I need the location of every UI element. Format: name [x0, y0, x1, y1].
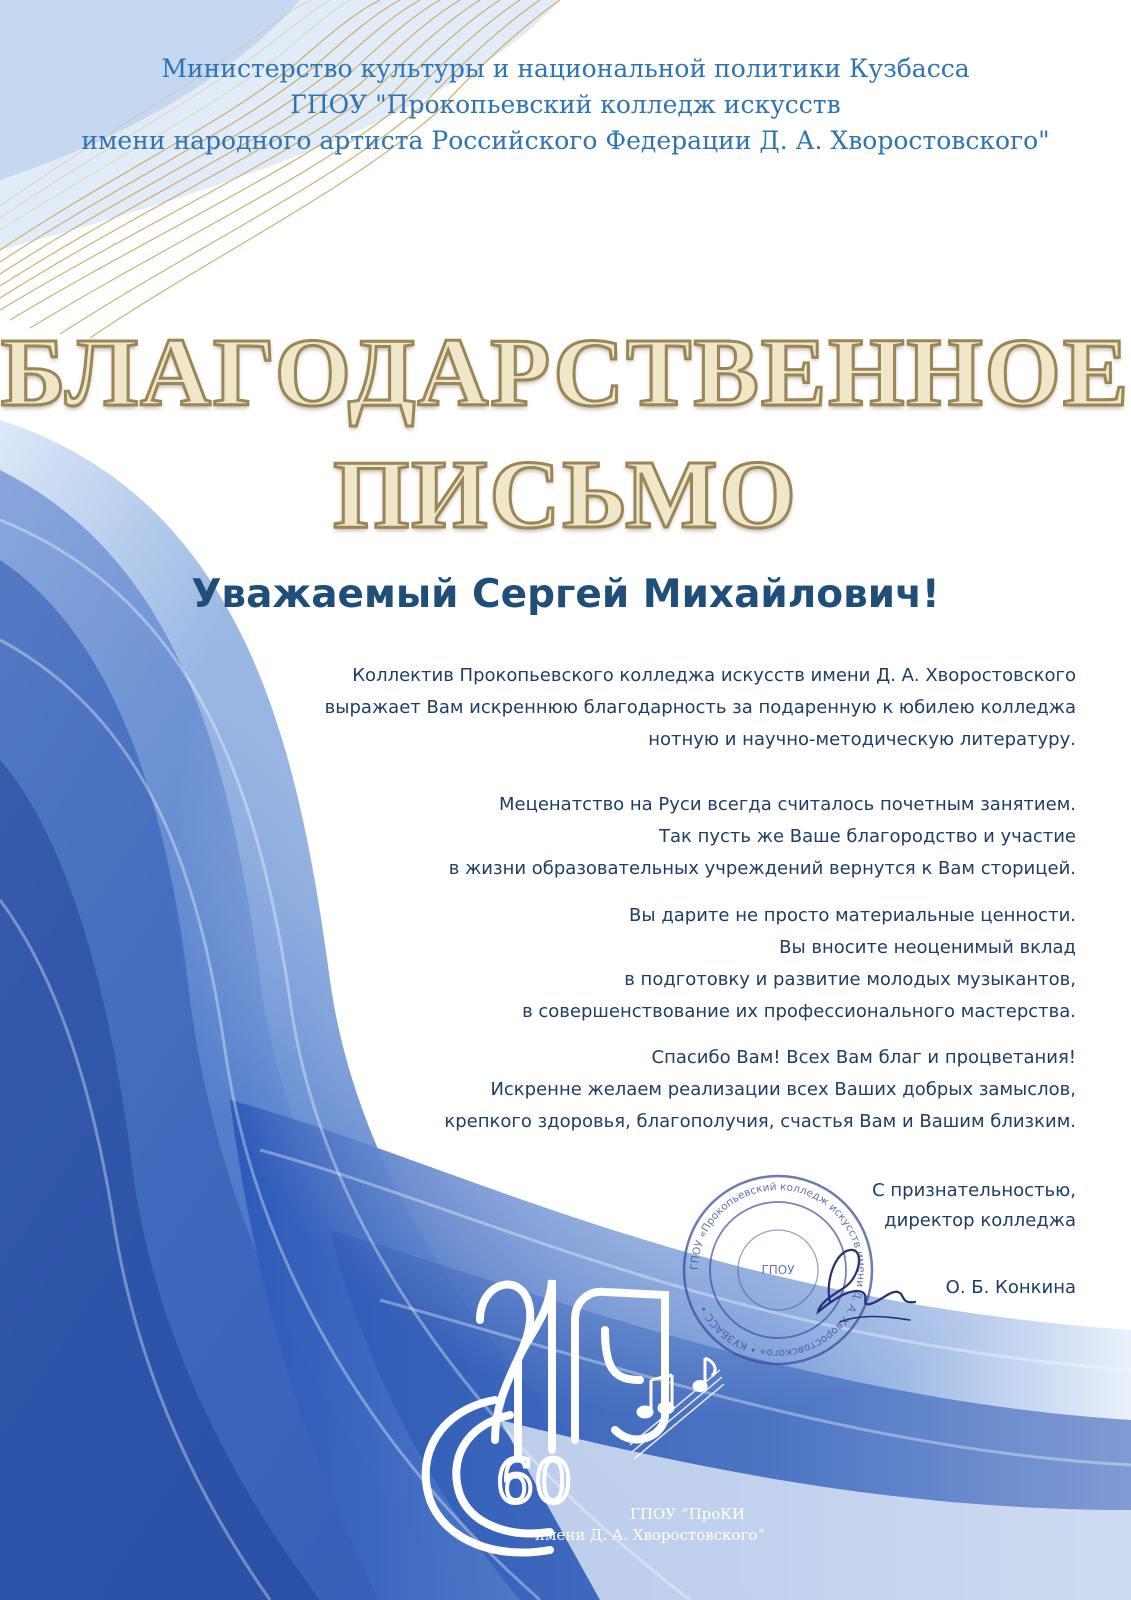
paragraph-line: в совершенствование их профессионального мастерства.	[522, 1001, 1076, 1022]
paragraph-line: в жизни образовательных учреждений вернутся к Вам сторицей.	[448, 858, 1076, 879]
director-name: О. Б. Конкина	[945, 1277, 1076, 1298]
logo-org-text: ГПОУ “ПроКИ	[630, 1505, 745, 1523]
paragraph-3	[176, 900, 1076, 1028]
paragraph-4	[176, 1042, 1076, 1138]
signature-line-1: С признательностью,	[872, 1180, 1076, 1201]
paragraph-line: Меценатство на Руси всегда считалось почетным занятием.	[498, 794, 1076, 815]
title-line-2: ПИСЬМО	[333, 441, 798, 549]
paragraph-line: Спасибо Вам! Всех Вам благ и процветания!	[651, 1047, 1076, 1068]
college-named-line: имени народного артиста Российского Федерации Д. А. Хворостовского"	[81, 126, 1050, 155]
paragraph-line: в подготовку и развитие молодых музыкантов,	[624, 969, 1076, 990]
paragraph-line: выражает Вам искреннюю благодарность за подаренную к юбилею колледжа	[324, 697, 1076, 718]
paragraph-line: Так пусть же Ваше благородство и участие	[658, 826, 1076, 847]
college-line: ГПОУ "Прокопьевский колледж искусств	[290, 90, 841, 119]
logo-anniversary-number: 60	[496, 1447, 573, 1517]
paragraph-line: нотную и научно-методическую литературу.	[648, 729, 1076, 750]
signature-line-2: директор колледжа	[884, 1210, 1076, 1231]
handwritten-signature	[790, 1232, 920, 1332]
paragraph-line: крепкого здоровья, благополучия, счастья Вам и Вашим близким.	[444, 1111, 1076, 1132]
paragraph-line: Искренне желаем реализации всех Ваших добрых замыслов,	[490, 1079, 1076, 1100]
title-line-1: БЛАГОДАРСТВЕННОЕ	[0, 319, 1131, 427]
greeting: Уважаемый Сергей Михайлович!	[191, 572, 940, 617]
paragraph-1	[176, 660, 1076, 756]
paragraph-2	[176, 789, 1076, 885]
paragraph-line: Вы дарите не просто материальные ценности.	[629, 905, 1076, 926]
logo-named-text: имени Д. А. Хворостовского”	[534, 1526, 766, 1544]
signature-block	[872, 1176, 1076, 1236]
paragraph-line: Коллектив Прокопьевского колледжа искусств имени Д. А. Хворостовского	[352, 665, 1076, 686]
seal-ring-text: ГПОУ «Прокопьевский колледж искусств имени Д. А. Хворостовского» • КУЗБАСС •	[688, 1180, 868, 1360]
ministry-line: Министерство культуры и национальной политики Кузбасса	[161, 54, 970, 83]
paragraph-line: Вы вносите неоценимый вклад	[779, 937, 1076, 958]
seal-center-text: ГПОУ	[761, 1263, 795, 1277]
